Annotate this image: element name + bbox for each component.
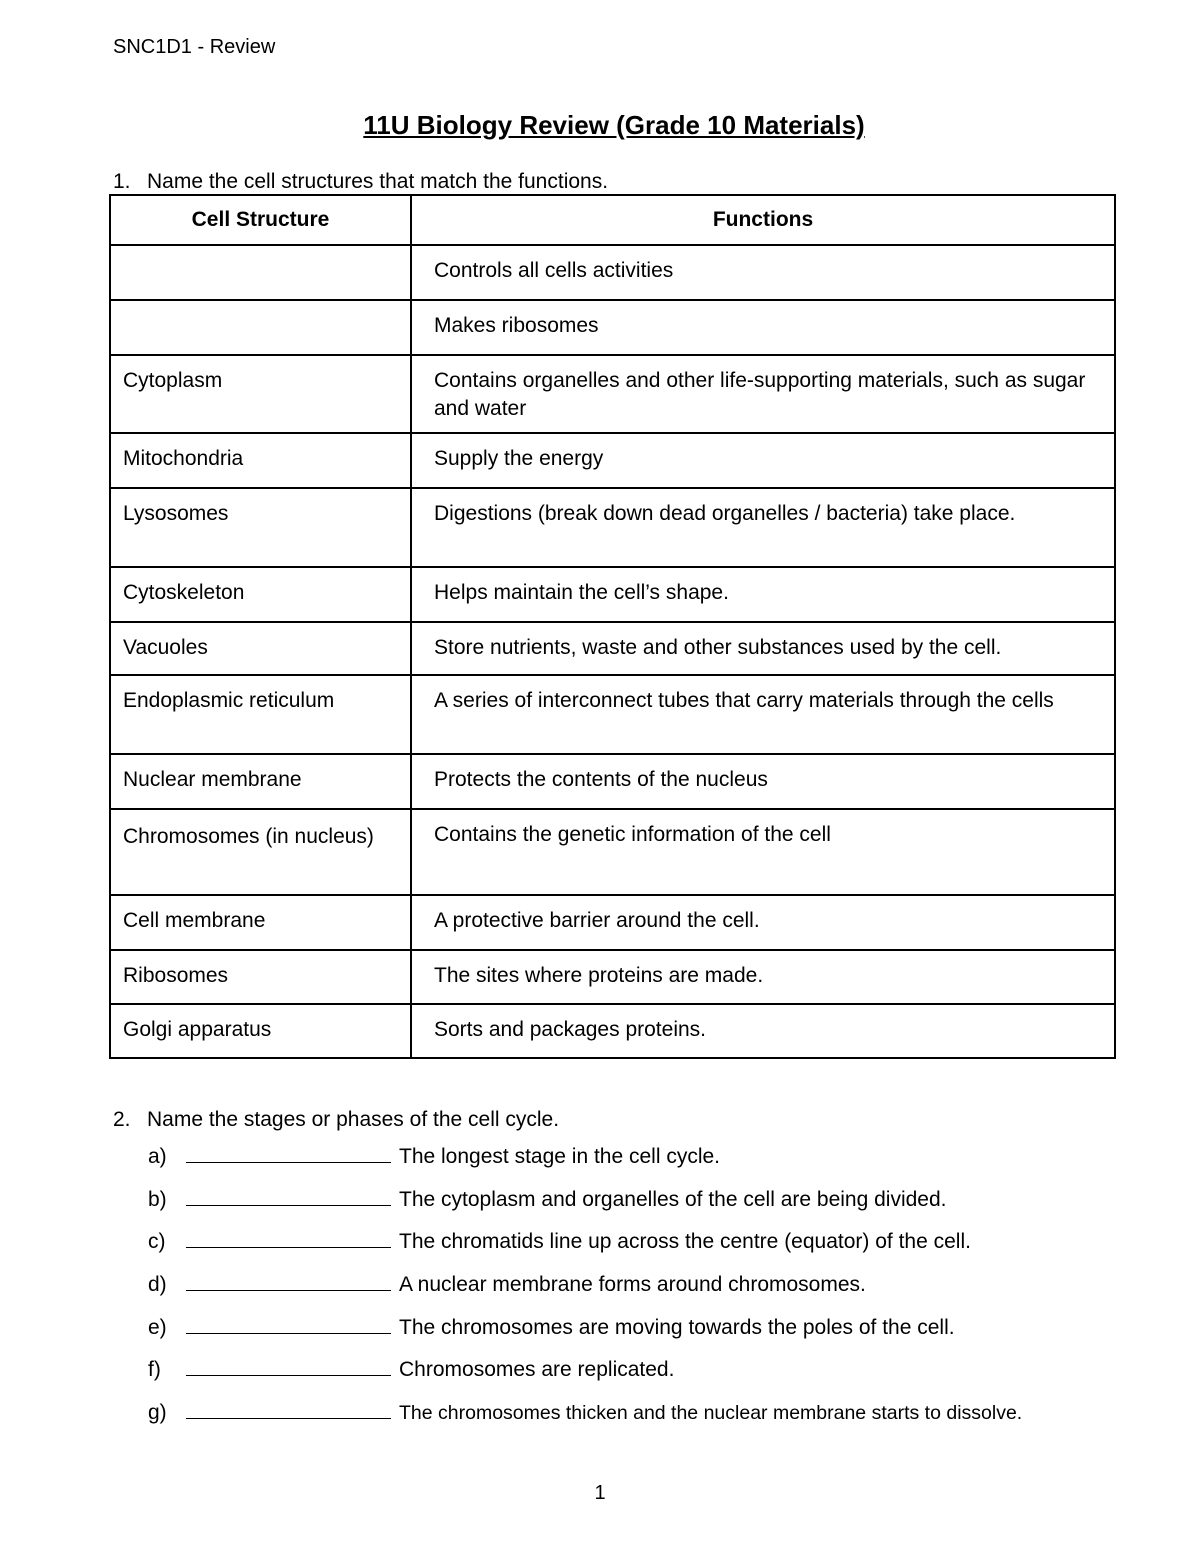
function-cell: Contains organelles and other life-supporting materials, such as sugar and water: [411, 355, 1115, 433]
stage-letter: a): [148, 1145, 167, 1168]
stage-description: Chromosomes are replicated.: [399, 1358, 675, 1382]
table-row: [110, 488, 1115, 567]
structure-cell: Cytoskeleton: [110, 567, 411, 622]
header-cell-structure: Cell Structure: [110, 195, 411, 245]
stage-letter: g): [148, 1401, 167, 1425]
answer-blank[interactable]: [186, 1268, 391, 1291]
page-number: 1: [594, 1482, 606, 1504]
function-cell: Controls all cells activities: [411, 245, 1115, 300]
stage-description: A nuclear membrane forms around chromosomes.: [399, 1273, 866, 1297]
table-row: [110, 300, 1115, 355]
structure-cell: [110, 300, 411, 355]
function-cell: Protects the contents of the nucleus: [411, 754, 1115, 809]
answer-blank[interactable]: [186, 1396, 391, 1419]
stage-letter: b): [148, 1187, 167, 1211]
stage-description: The chromosomes are moving towards the poles of the cell.: [399, 1315, 955, 1339]
table-row: [110, 355, 1115, 433]
answer-blank[interactable]: [186, 1311, 391, 1334]
structure-cell: Lysosomes: [110, 488, 411, 567]
page-title: 11U Biology Review (Grade 10 Materials): [363, 110, 865, 140]
cell-structures-table: [109, 194, 1116, 1059]
table-row: [110, 622, 1115, 675]
header-functions: Functions: [411, 195, 1115, 245]
answer-blank[interactable]: [186, 1140, 391, 1163]
table-row: [110, 809, 1115, 895]
stage-list: [148, 1140, 1022, 1439]
stage-letter: f): [148, 1358, 161, 1382]
table-row: [110, 433, 1115, 488]
function-cell: Helps maintain the cell’s shape.: [411, 567, 1115, 622]
answer-blank[interactable]: [186, 1353, 391, 1376]
function-cell: Digestions (break down dead organelles / bacteria) take place.: [411, 488, 1115, 567]
structure-cell: Ribosomes: [110, 950, 411, 1004]
function-cell: A series of interconnect tubes that carry materials through the cells: [411, 675, 1115, 754]
function-cell: Contains the genetic information of the cell: [411, 809, 1115, 895]
answer-blank[interactable]: [186, 1225, 391, 1248]
structure-cell: Chromosomes (in nucleus): [110, 809, 411, 895]
function-cell: A protective barrier around the cell.: [411, 895, 1115, 950]
stage-description: The cytoplasm and organelles of the cell are being divided.: [399, 1187, 947, 1211]
question-2-text: Name the stages or phases of the cell cycle.: [147, 1108, 560, 1131]
page-header: SNC1D1 - Review: [113, 36, 276, 58]
list-item: [148, 1353, 1022, 1396]
table-row: [110, 754, 1115, 809]
structure-cell: Nuclear membrane: [110, 754, 411, 809]
table-row: [110, 895, 1115, 950]
stage-description: The chromatids line up across the centre (equator) of the cell.: [399, 1230, 971, 1254]
function-cell: Store nutrients, waste and other substances used by the cell.: [411, 622, 1115, 675]
question-1-text: Name the cell structures that match the functions.: [147, 170, 609, 193]
function-cell: The sites where proteins are made.: [411, 950, 1115, 1004]
structure-cell: [110, 245, 411, 300]
stage-letter: e): [148, 1315, 167, 1339]
function-cell: Makes ribosomes: [411, 300, 1115, 355]
question-2-number: 2.: [113, 1108, 131, 1131]
table-row: [110, 1004, 1115, 1058]
stage-letter: d): [148, 1273, 167, 1297]
list-item: [148, 1140, 1022, 1183]
list-item: [148, 1311, 1022, 1354]
question-2: [113, 1108, 559, 1132]
table-row: [110, 675, 1115, 754]
question-1: [113, 170, 608, 194]
list-item: [148, 1183, 1022, 1226]
structure-cell: Cytoplasm: [110, 355, 411, 433]
table-row: [110, 567, 1115, 622]
stage-description: The longest stage in the cell cycle.: [399, 1145, 721, 1168]
stage-description: The chromosomes thicken and the nuclear membrane starts to dissolve.: [399, 1402, 1023, 1425]
structure-cell: Endoplasmic reticulum: [110, 675, 411, 754]
structure-cell: Cell membrane: [110, 895, 411, 950]
structure-cell: Mitochondria: [110, 433, 411, 488]
function-cell: Supply the energy: [411, 433, 1115, 488]
table-row: [110, 950, 1115, 1004]
structure-cell: Vacuoles: [110, 622, 411, 675]
list-item: [148, 1225, 1022, 1268]
question-1-number: 1.: [113, 170, 131, 193]
stage-letter: c): [148, 1230, 166, 1254]
list-item: [148, 1396, 1022, 1439]
list-item: [148, 1268, 1022, 1311]
table-row: [110, 245, 1115, 300]
function-cell: Sorts and packages proteins.: [411, 1004, 1115, 1058]
structure-cell: Golgi apparatus: [110, 1004, 411, 1058]
answer-blank[interactable]: [186, 1183, 391, 1206]
